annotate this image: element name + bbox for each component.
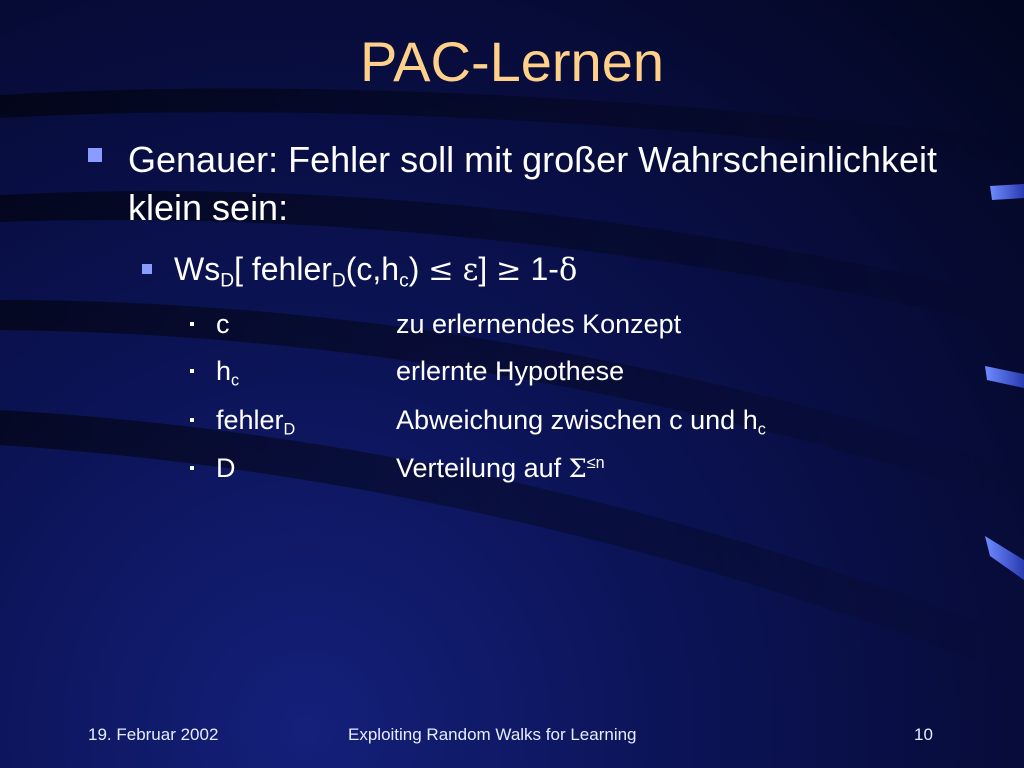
definition-term: fehler$_D$ xyxy=(216,405,296,439)
square-bullet-icon xyxy=(88,148,102,162)
footer-title: Exploiting Random Walks for Learning xyxy=(348,725,637,744)
dot-bullet-icon xyxy=(190,466,194,470)
dot-bullet-icon xyxy=(190,322,194,326)
bullet-level2-formula xyxy=(142,248,577,292)
dot-bullet-icon xyxy=(190,418,194,422)
definition-text: zu erlernendes Konzept xyxy=(396,309,682,339)
definition-term: $h_c$ xyxy=(216,356,240,390)
bullet-level1 xyxy=(88,136,948,232)
square-bullet-icon xyxy=(142,264,152,274)
dot-bullet-icon xyxy=(190,369,194,373)
slide-title: PAC-Lernen xyxy=(359,30,664,93)
bullet-text: Genauer: Fehler soll mit großer Wahrscheinlichkeit klein sein: xyxy=(128,139,937,228)
definition-term: c xyxy=(216,309,230,339)
definition-text: erlernte Hypothese xyxy=(396,356,625,386)
formula: $Ws_D$[ $fehler_D(c,h_c) \le \varepsilon] \ge 1-\delta$ xyxy=(174,251,578,292)
footer-page-number: 10 xyxy=(914,725,933,744)
definition-text: Abweichung zwischen c und $h_c$ xyxy=(396,405,766,439)
footer-date: 19. Februar 2002 xyxy=(88,725,219,744)
definition-text: Verteilung auf $\Sigma^{\le n}$ xyxy=(396,453,605,484)
definition-term: D xyxy=(216,453,236,483)
